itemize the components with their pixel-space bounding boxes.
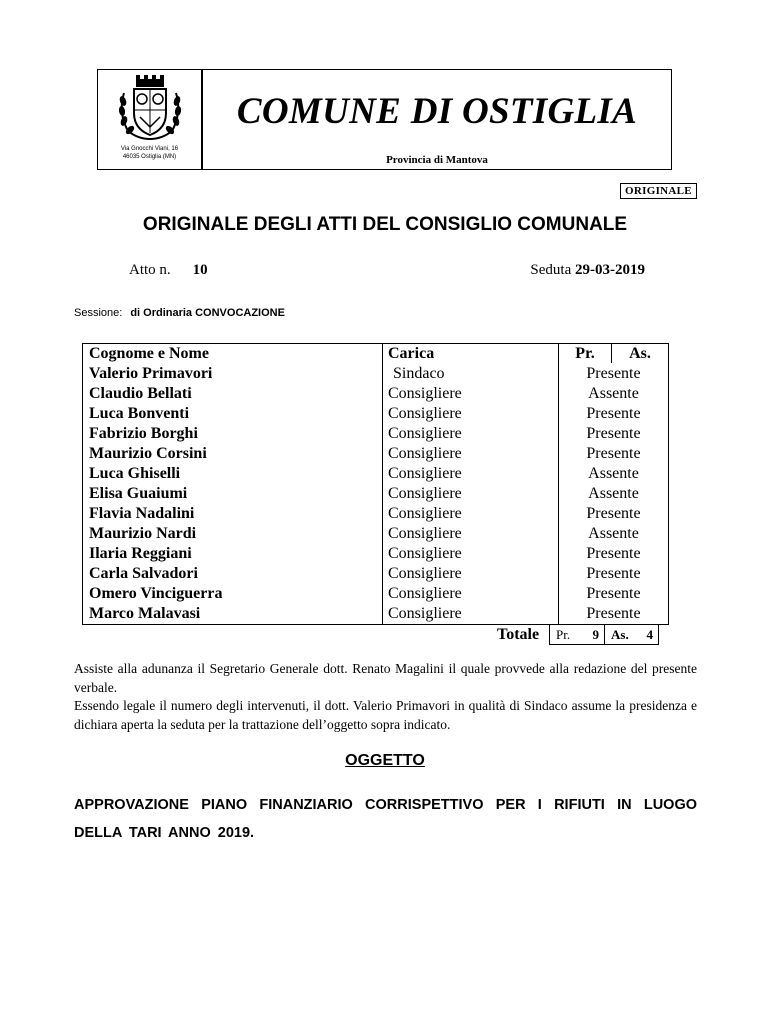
member-role: Consigliere [383,404,559,424]
seduta-date [530,261,645,279]
totale-pr-label: Pr. [556,627,571,642]
table-row [83,584,669,604]
member-status: Presente [559,444,669,464]
address-line-2: 46035 Ostiglia (MN) [122,154,177,160]
member-name: Luca Bonventi [83,404,383,424]
member-status: Presente [559,504,669,524]
member-status: Presente [559,364,669,384]
header-as: As. [629,345,651,362]
totale-present [550,625,605,644]
paragraph-presidenza: Essendo legale il numero degli intervenuti, il dott. Valerio Primavori in qualità di Sindaco assume la presidenza e dichiara aperta la seduta per la trattazione dell’oggetto sopra indicato. [74,698,697,732]
member-name: Fabrizio Borghi [83,424,383,444]
table-row [83,484,669,504]
member-status: Assente [559,524,669,544]
member-name: Luca Ghiselli [83,464,383,484]
table-row [83,444,669,464]
address-line-1: Via Gnocchi Viani, 16 [120,146,179,152]
member-role: Consigliere [383,564,559,584]
sessione [74,306,285,320]
member-status: Assente [559,464,669,484]
member-name: Marco Malavasi [83,604,383,625]
member-name: Ilaria Reggiani [83,544,383,564]
member-role: Consigliere [383,544,559,564]
totale-box [549,624,659,645]
member-name: Valerio Primavori [83,364,383,384]
comune-title: COMUNE DI OSTIGLIA [236,91,638,132]
paragraph-segretario: Assiste alla adunanza il Segretario Generale dott. Renato Magalini il quale provvede alla redazione del presente verbale. [74,661,697,695]
table-row [83,464,669,484]
header-name: Cognome e Nome [83,344,383,365]
seduta-value: 29-03-2019 [575,262,645,278]
originale-tag: ORIGINALE [620,183,697,199]
table-row [83,604,669,625]
member-name: Omero Vinciguerra [83,584,383,604]
logo-box [97,69,202,170]
member-role: Consigliere [383,524,559,544]
member-name: Carla Salvadori [83,564,383,584]
totale-pr-value: 9 [592,627,599,642]
table-row [83,524,669,544]
table-row [83,404,669,424]
totale-absent [605,625,658,644]
member-role: Consigliere [383,584,559,604]
member-name: Claudio Bellati [83,384,383,404]
table-row [83,384,669,404]
member-name: Maurizio Corsini [83,444,383,464]
member-status: Presente [559,424,669,444]
sessione-value: di Ordinaria CONVOCAZIONE [130,307,285,319]
member-role: Consigliere [383,504,559,524]
member-role: Consigliere [383,444,559,464]
atto-value: 10 [192,262,208,278]
document-heading: ORIGINALE DEGLI ATTI DEL CONSIGLIO COMUNALE [142,214,628,235]
seduta-label: Seduta [530,262,572,278]
member-name: Maurizio Nardi [83,524,383,544]
table-row [83,424,669,444]
header-presence [559,344,669,365]
header-pr: Pr. [559,344,612,363]
table-header-row [83,344,669,365]
member-role: Consigliere [383,604,559,625]
member-status: Presente [559,564,669,584]
table-row [83,364,669,384]
member-status: Presente [559,544,669,564]
totale-as-label: As. [611,627,629,642]
oggetto-text: APPROVAZIONE PIANO FINANZIARIO CORRISPETTIVO PER I RIFIUTI IN LUOGO DELLA TARI ANNO 2019. [74,797,697,841]
member-name: Elisa Guaiumi [83,484,383,504]
member-role: Consigliere [383,384,559,404]
sessione-label: Sessione: [74,307,123,319]
member-role [383,364,559,384]
coat-of-arms-icon [114,73,186,145]
table-row [83,504,669,524]
member-status: Presente [559,584,669,604]
table-row [83,564,669,584]
oggetto-heading: OGGETTO [345,752,425,769]
atto-label: Atto n. [129,262,171,278]
totale-as-value: 4 [646,627,653,642]
member-status: Assente [559,484,669,504]
member-status: Presente [559,404,669,424]
member-status: Assente [559,384,669,404]
header-role: Carica [383,344,559,365]
member-role: Consigliere [383,424,559,444]
attendance-table [82,343,669,625]
member-role: Consigliere [383,484,559,504]
atto-number [129,261,208,279]
table-row [83,544,669,564]
member-name: Flavia Nadalini [83,504,383,524]
member-role-text: Sindaco [393,365,445,382]
member-role: Consigliere [383,464,559,484]
totale-label: Totale [497,626,540,643]
provincia-subtitle: Provincia di Mantova [386,154,488,166]
member-status: Presente [559,604,669,625]
title-box [202,69,672,170]
